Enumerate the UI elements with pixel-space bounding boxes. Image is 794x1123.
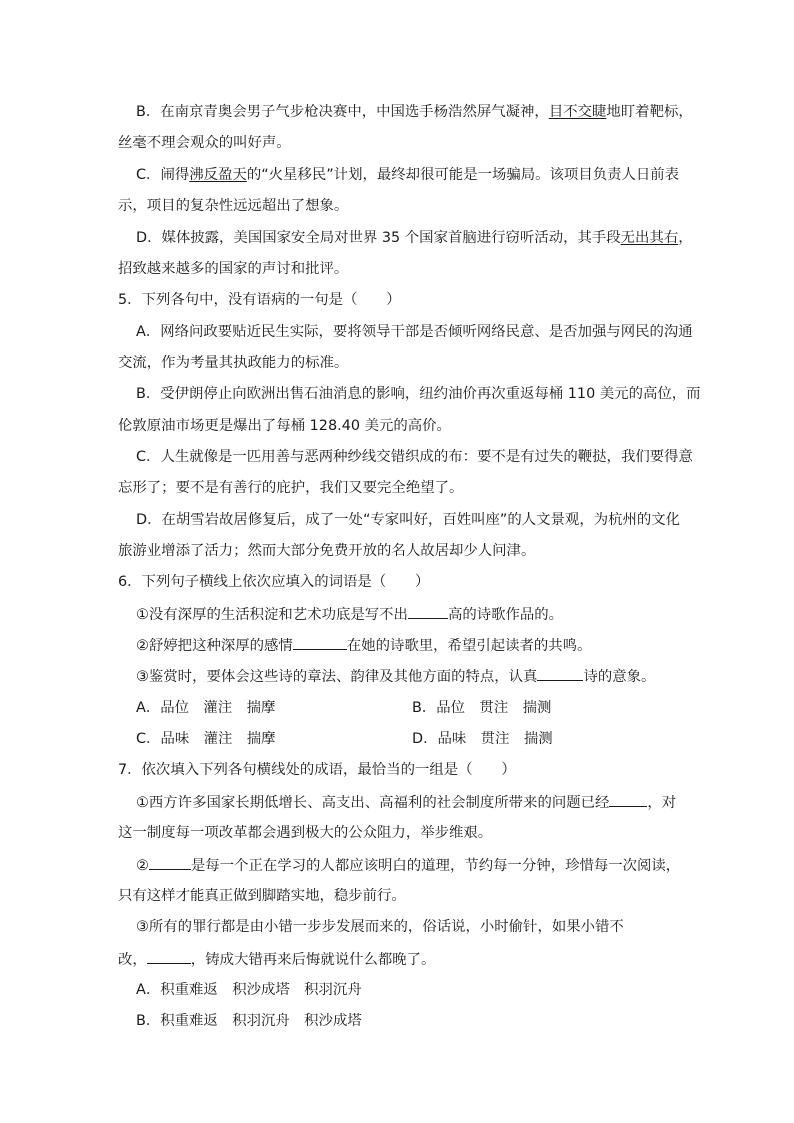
q7-option-a: A．积重难返 积沙成塔 积羽沉舟 xyxy=(136,982,362,998)
q4-option-d-line2: 招致越来越多的国家的声讨和批评。 xyxy=(118,261,349,277)
q5-option-d-line1: D．在胡雪岩故居修复后，成了一处“专家叫好，百姓叫座”的人文景观，为杭州的文化 xyxy=(136,512,681,528)
q7-stem: 7．依次填入下列各句横线处的成语，最恰当的一组是（ ） xyxy=(118,762,516,778)
fill-blank xyxy=(149,855,191,870)
q7-sentence-2-line2: 只有这样才能真正做到脚踏实地，稳步前行。 xyxy=(118,888,406,904)
q6-option-a: A．品位 灌注 揣摩 xyxy=(136,700,276,716)
underlined-idiom: 沸反盈天 xyxy=(189,167,247,183)
q6-sentence-3: ③鉴赏时，要体会这些诗的章法、韵律及其他方面的特点，认真 诗的意象。 xyxy=(136,666,655,687)
fill-blank xyxy=(537,666,583,681)
q6-sentence-1: ①没有深厚的生活积淀和艺术功底是写不出 高的诗歌作品的。 xyxy=(136,604,563,625)
q7-sentence-1-line1: ①西方许多国家长期低增长、高支出、高福利的社会制度所带来的问题已经 ，对 xyxy=(136,792,676,813)
q5-stem: 5．下列各句中，没有语病的一句是（ ） xyxy=(118,292,401,308)
q4-option-c-line1: C．闹得沸反盈天的“火星移民”计划，最终却很可能是一场骗局。该项目负责人日前表 xyxy=(136,167,680,183)
q5-option-a-line1: A．网络问政要贴近民生实际，要将领导干部是否倾听网络民意、是否加强与网民的沟通 xyxy=(136,324,693,340)
q6-option-b: B．品位 贯注 揣测 xyxy=(412,700,552,716)
q7-sentence-2-line1: ② 是每一个正在学习的人都应该明白的道理，节约每一分钟，珍惜每一次阅读， xyxy=(136,855,680,876)
q6-sentence-2: ②舒婷把这种深厚的感情 在她的诗歌里，希望引起读者的共鸣。 xyxy=(136,635,591,656)
q4-option-d-line1: D．媒体披露，美国国家安全局对世界 35 个国家首脑进行窃听活动，其手段无出其右， xyxy=(136,230,693,246)
q7-sentence-3-line1: ③所有的罪行都是由小错一步步发展而来的，俗话说，小时偷针，如果小错不 xyxy=(136,919,624,935)
q5-option-c-line2: 忘形了；要不是有善行的庇护，我们又要完全绝望了。 xyxy=(118,480,464,496)
fill-blank xyxy=(408,604,448,619)
q5-option-d-line2: 旅游业增添了活力；然而大部分免费开放的名人故居却少人问津。 xyxy=(118,543,536,559)
q4-option-c-line2: 示，项目的复杂性远远超出了想象。 xyxy=(118,198,349,214)
q7-sentence-3-line2: 改， ，铸成大错再来后悔就说什么都晚了。 xyxy=(118,949,435,970)
underlined-idiom: 无出其右 xyxy=(620,230,679,246)
fill-blank xyxy=(147,949,191,964)
q4-option-b-line1: B．在南京青奥会男子气步枪决赛中，中国选手杨浩然屏气凝神，目不交睫地盯着靶标， xyxy=(136,104,693,120)
q5-option-b-line2: 伦敦原油市场更是爆出了每桶 128.40 美元的高价。 xyxy=(118,418,451,434)
q7-sentence-1-line2: 这一制度每一项改革都会遇到极大的公众阻力，举步维艰。 xyxy=(118,825,493,841)
underlined-idiom: 目不交睫 xyxy=(548,104,607,120)
q7-option-b: B．积重难返 积羽沉舟 积沙成塔 xyxy=(136,1013,362,1029)
q5-option-b-line1: B．受伊朗停止向欧洲出售石油消息的影响，纽约油价再次重返每桶 110 美元的高位，而 xyxy=(136,386,701,402)
q6-option-c: C．品味 灌注 揣摩 xyxy=(136,731,276,747)
q6-stem: 6．下列句子横线上依次应填入的词语是（ ） xyxy=(118,574,430,590)
fill-blank xyxy=(293,635,347,650)
q4-option-b-line2: 丝毫不理会观众的叫好声。 xyxy=(118,135,291,151)
q6-option-d: D．品味 贯注 揣测 xyxy=(412,731,553,747)
q5-option-c-line1: C．人生就像是一匹用善与恶两种纱线交错织成的布：要不是有过失的鞭挞，我们要得意 xyxy=(136,449,693,465)
q5-option-a-line2: 交流，作为考量其执政能力的标准。 xyxy=(118,355,349,371)
fill-blank xyxy=(609,792,647,807)
